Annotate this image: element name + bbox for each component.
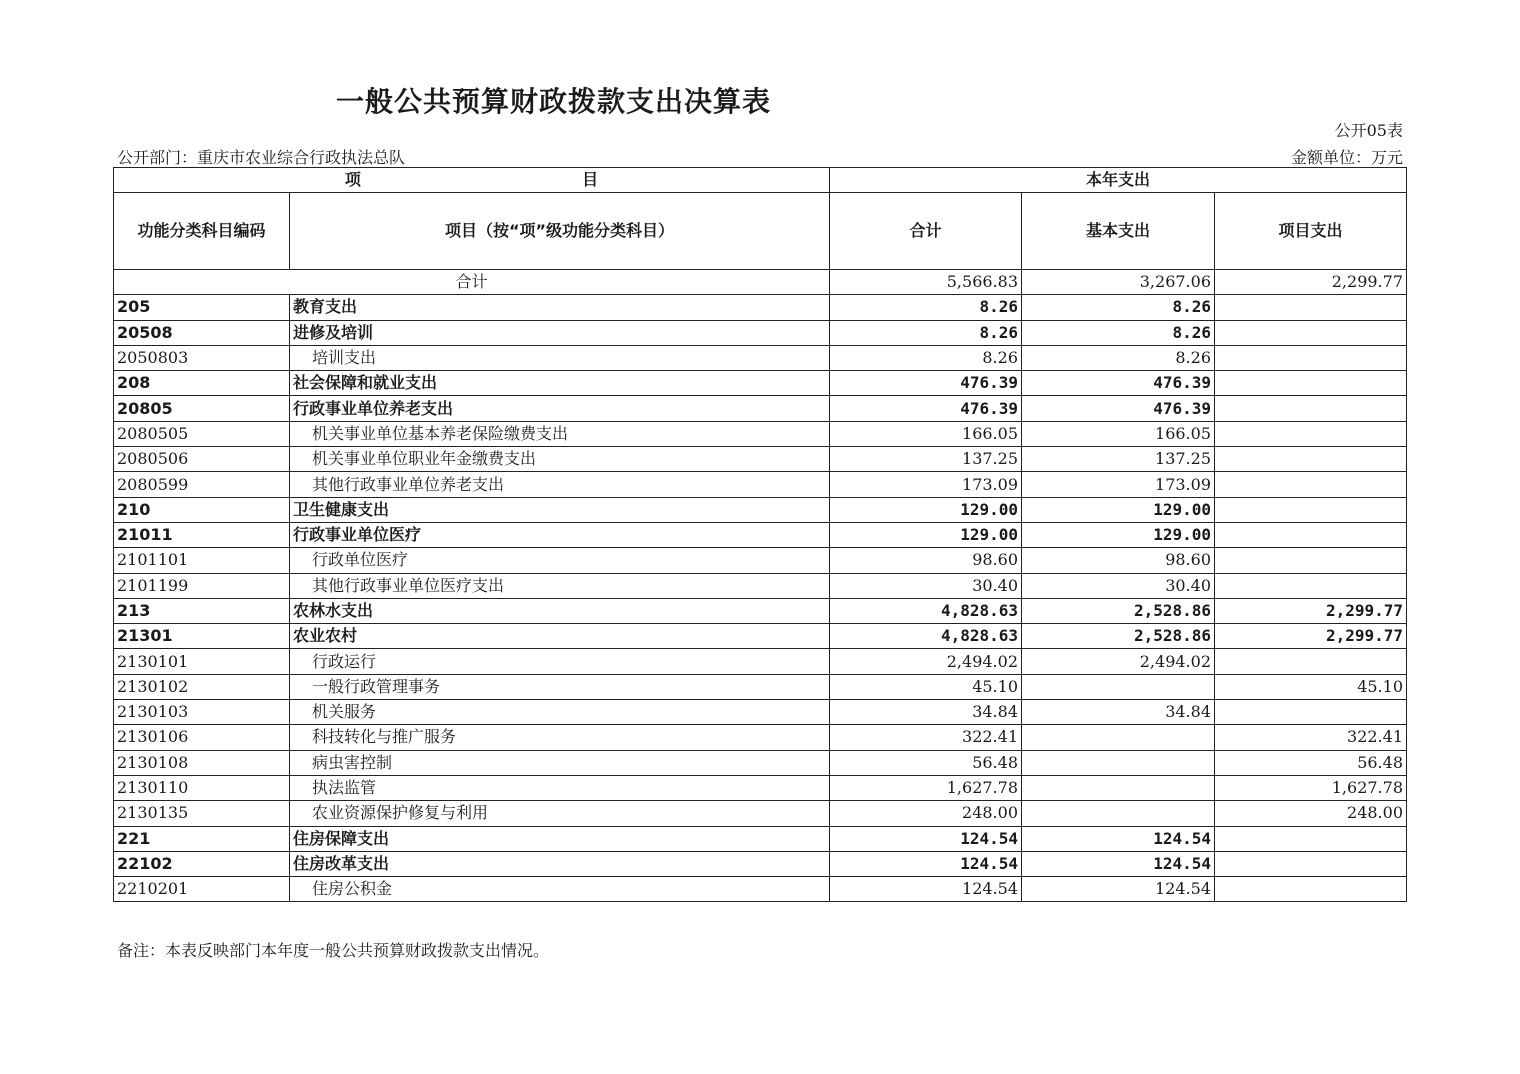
row-code: 20508 [114, 320, 290, 345]
row-code: 21011 [114, 522, 290, 547]
row-project [1215, 826, 1407, 851]
row-code: 2101199 [114, 573, 290, 598]
report-title: 一般公共预算财政拨款支出决算表 [336, 85, 772, 118]
row-total: 4,828.63 [830, 624, 1022, 649]
row-basic: 166.05 [1022, 421, 1215, 446]
row-basic [1022, 725, 1215, 750]
row-project [1215, 573, 1407, 598]
table-row [114, 371, 1407, 396]
row-code: 21301 [114, 624, 290, 649]
row-total: 124.54 [830, 877, 1022, 902]
row-project [1215, 421, 1407, 446]
table-row [114, 801, 1407, 826]
row-project [1215, 649, 1407, 674]
row-project [1215, 472, 1407, 497]
row-code: 2080599 [114, 472, 290, 497]
row-name: 农业农村 [290, 624, 830, 649]
row-code: 205 [114, 295, 290, 320]
row-project [1215, 320, 1407, 345]
table-row [114, 649, 1407, 674]
row-basic [1022, 674, 1215, 699]
row-total: 4,828.63 [830, 598, 1022, 623]
row-project [1215, 447, 1407, 472]
row-total: 124.54 [830, 826, 1022, 851]
row-basic: 98.60 [1022, 548, 1215, 573]
row-name: 行政运行 [290, 649, 830, 674]
table-row [114, 624, 1407, 649]
department-label: 公开部门：重庆市农业综合行政执法总队 [117, 148, 406, 167]
row-basic: 8.26 [1022, 345, 1215, 370]
row-code: 2130108 [114, 750, 290, 775]
row-basic: 34.84 [1022, 700, 1215, 725]
row-code: 2101101 [114, 548, 290, 573]
row-code: 2080506 [114, 447, 290, 472]
table-row [114, 345, 1407, 370]
row-basic: 2,528.86 [1022, 624, 1215, 649]
row-code: 213 [114, 598, 290, 623]
total-label: 合计 [114, 270, 830, 295]
row-total: 1,627.78 [830, 775, 1022, 800]
header-item-char-a: 项 [344, 170, 361, 189]
table-row [114, 775, 1407, 800]
row-basic [1022, 775, 1215, 800]
row-total: 137.25 [830, 447, 1022, 472]
row-project: 2,299.77 [1215, 624, 1407, 649]
row-total: 30.40 [830, 573, 1022, 598]
row-code: 20805 [114, 396, 290, 421]
row-total: 45.10 [830, 674, 1022, 699]
table-row [114, 826, 1407, 851]
row-basic: 129.00 [1022, 497, 1215, 522]
table-row [114, 472, 1407, 497]
header-name: 项目（按“项”级功能分类科目） [290, 193, 830, 270]
row-code: 210 [114, 497, 290, 522]
row-code: 2130103 [114, 700, 290, 725]
total-total: 5,566.83 [830, 270, 1022, 295]
row-project: 322.41 [1215, 725, 1407, 750]
row-total: 173.09 [830, 472, 1022, 497]
row-name: 行政单位医疗 [290, 548, 830, 573]
row-name: 住房公积金 [290, 877, 830, 902]
row-name: 农业资源保护修复与利用 [290, 801, 830, 826]
row-code: 2130102 [114, 674, 290, 699]
row-basic: 8.26 [1022, 320, 1215, 345]
row-project [1215, 345, 1407, 370]
table-row [114, 725, 1407, 750]
header-item-char-b: 目 [582, 170, 599, 189]
table-row [114, 421, 1407, 446]
row-project [1215, 522, 1407, 547]
table-row [114, 295, 1407, 320]
table-row [114, 598, 1407, 623]
row-basic: 8.26 [1022, 295, 1215, 320]
table-row [114, 522, 1407, 547]
row-project [1215, 700, 1407, 725]
row-total: 129.00 [830, 497, 1022, 522]
row-project [1215, 877, 1407, 902]
row-total: 124.54 [830, 851, 1022, 876]
row-total: 8.26 [830, 345, 1022, 370]
form-code: 公开05表 [1334, 121, 1403, 140]
header-row-columns [114, 193, 1407, 270]
expenditure-table [113, 167, 1407, 902]
row-code: 22102 [114, 851, 290, 876]
row-project: 56.48 [1215, 750, 1407, 775]
row-name: 住房保障支出 [290, 826, 830, 851]
row-name: 教育支出 [290, 295, 830, 320]
row-basic: 173.09 [1022, 472, 1215, 497]
row-total: 34.84 [830, 700, 1022, 725]
table-row [114, 573, 1407, 598]
row-project [1215, 851, 1407, 876]
total-row [114, 270, 1407, 295]
total-basic: 3,267.06 [1022, 270, 1215, 295]
table-row [114, 851, 1407, 876]
row-basic: 124.54 [1022, 826, 1215, 851]
row-name: 机关事业单位职业年金缴费支出 [290, 447, 830, 472]
row-project: 248.00 [1215, 801, 1407, 826]
row-name: 其他行政事业单位医疗支出 [290, 573, 830, 598]
table-row [114, 320, 1407, 345]
row-basic: 2,494.02 [1022, 649, 1215, 674]
row-code: 2130110 [114, 775, 290, 800]
row-code: 208 [114, 371, 290, 396]
header-project: 项目支出 [1215, 193, 1407, 270]
row-basic [1022, 750, 1215, 775]
row-name: 行政事业单位医疗 [290, 522, 830, 547]
table-row [114, 447, 1407, 472]
row-code: 2130135 [114, 801, 290, 826]
footnote: 备注：本表反映部门本年度一般公共预算财政拨款支出情况。 [117, 941, 550, 960]
row-total: 166.05 [830, 421, 1022, 446]
header-row-group [114, 168, 1407, 193]
row-code: 2210201 [114, 877, 290, 902]
table-row [114, 877, 1407, 902]
row-name: 机关事业单位基本养老保险缴费支出 [290, 421, 830, 446]
row-basic: 30.40 [1022, 573, 1215, 598]
row-total: 476.39 [830, 396, 1022, 421]
header-code: 功能分类科目编码 [114, 193, 290, 270]
row-name: 社会保障和就业支出 [290, 371, 830, 396]
row-project [1215, 295, 1407, 320]
row-name: 其他行政事业单位养老支出 [290, 472, 830, 497]
row-code: 2130106 [114, 725, 290, 750]
row-code: 2080505 [114, 421, 290, 446]
row-project [1215, 396, 1407, 421]
row-project: 2,299.77 [1215, 598, 1407, 623]
row-total: 8.26 [830, 295, 1022, 320]
row-total: 98.60 [830, 548, 1022, 573]
row-project: 45.10 [1215, 674, 1407, 699]
table-row [114, 548, 1407, 573]
header-current-year-group: 本年支出 [830, 168, 1407, 193]
header-item-group [114, 168, 830, 193]
row-project [1215, 371, 1407, 396]
row-name: 行政事业单位养老支出 [290, 396, 830, 421]
row-total: 129.00 [830, 522, 1022, 547]
row-name: 卫生健康支出 [290, 497, 830, 522]
row-name: 机关服务 [290, 700, 830, 725]
row-basic: 129.00 [1022, 522, 1215, 547]
row-project [1215, 497, 1407, 522]
table-row [114, 497, 1407, 522]
row-total: 248.00 [830, 801, 1022, 826]
row-name: 科技转化与推广服务 [290, 725, 830, 750]
row-name: 一般行政管理事务 [290, 674, 830, 699]
row-total: 8.26 [830, 320, 1022, 345]
row-code: 2130101 [114, 649, 290, 674]
table-row [114, 396, 1407, 421]
row-code: 2050803 [114, 345, 290, 370]
row-basic: 124.54 [1022, 851, 1215, 876]
row-total: 322.41 [830, 725, 1022, 750]
row-name: 农林水支出 [290, 598, 830, 623]
table-row [114, 700, 1407, 725]
row-basic: 124.54 [1022, 877, 1215, 902]
row-name: 执法监管 [290, 775, 830, 800]
row-total: 56.48 [830, 750, 1022, 775]
row-basic: 476.39 [1022, 396, 1215, 421]
header-basic: 基本支出 [1022, 193, 1215, 270]
row-name: 住房改革支出 [290, 851, 830, 876]
row-name: 培训支出 [290, 345, 830, 370]
row-basic: 2,528.86 [1022, 598, 1215, 623]
row-code: 221 [114, 826, 290, 851]
total-project: 2,299.77 [1215, 270, 1407, 295]
table-row [114, 750, 1407, 775]
table-row [114, 674, 1407, 699]
row-project: 1,627.78 [1215, 775, 1407, 800]
row-project [1215, 548, 1407, 573]
row-name: 病虫害控制 [290, 750, 830, 775]
row-total: 2,494.02 [830, 649, 1022, 674]
row-total: 476.39 [830, 371, 1022, 396]
row-basic: 137.25 [1022, 447, 1215, 472]
row-basic: 476.39 [1022, 371, 1215, 396]
amount-unit: 金额单位：万元 [1290, 148, 1403, 167]
header-total: 合计 [830, 193, 1022, 270]
row-name: 进修及培训 [290, 320, 830, 345]
row-basic [1022, 801, 1215, 826]
